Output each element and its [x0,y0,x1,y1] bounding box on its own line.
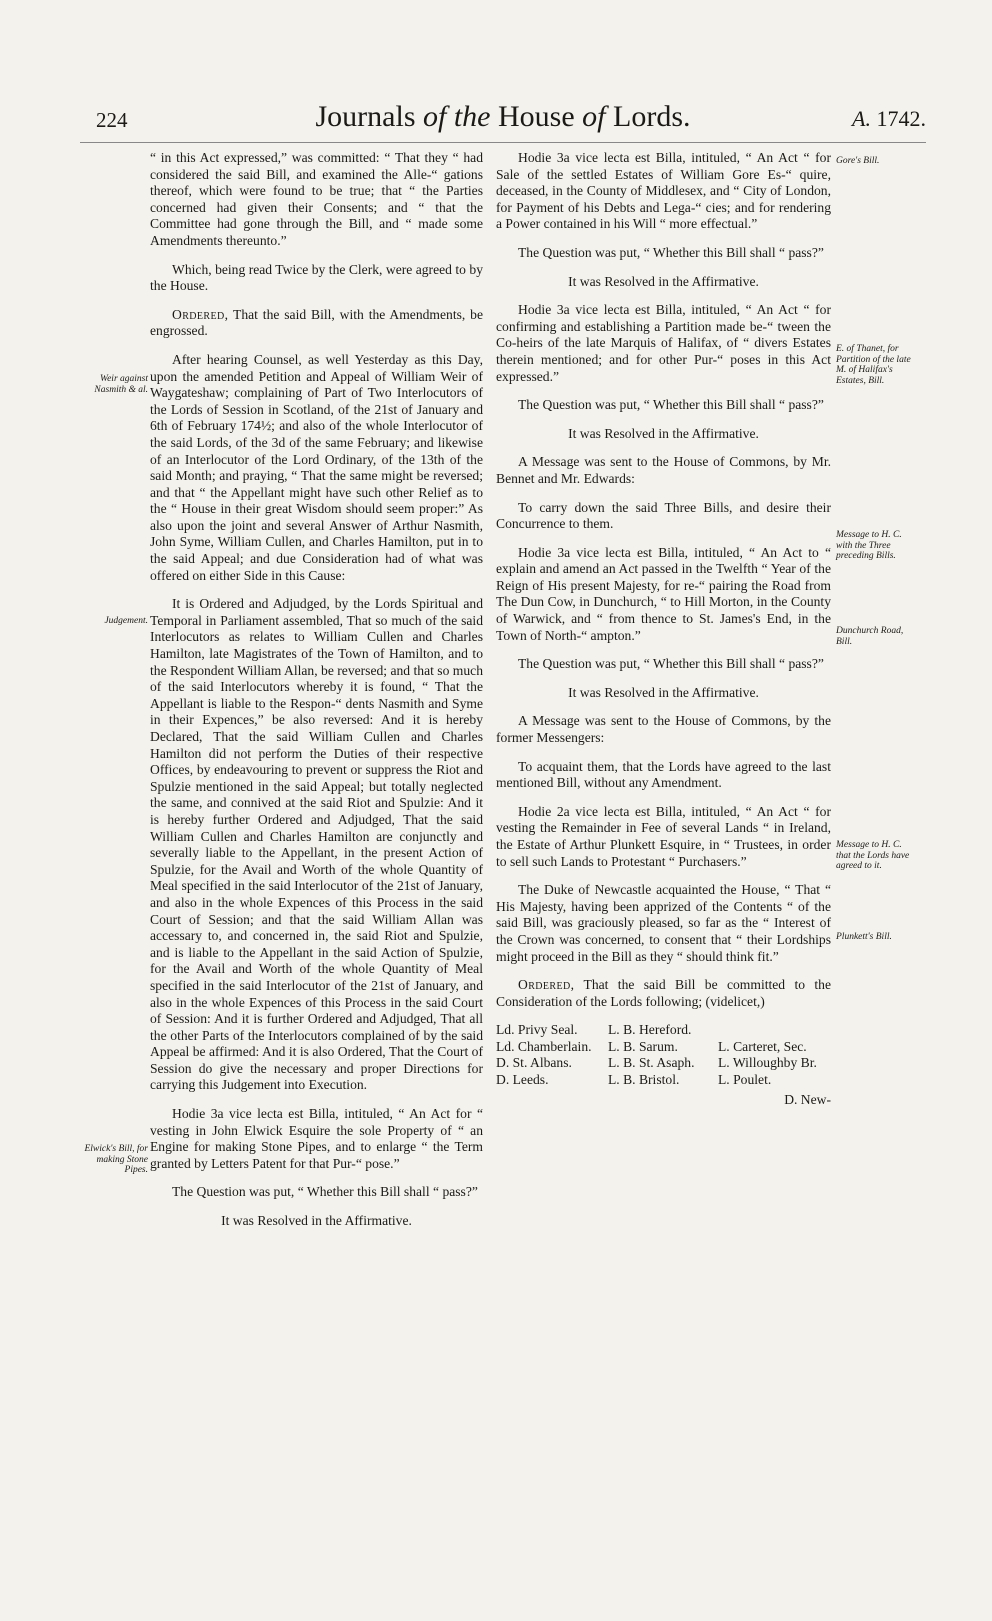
lord-entry: D. Leeds. [496,1071,549,1087]
catchword: D. New- [784,1091,831,1107]
weir-appeal-paragraph: After hearing Counsel, as well Yesterday as this Day, upon the amended Petition and Appeal of William Weir of Waygateshaw; complaining of Part of Two Interlocutors of the Lords of Session in Scotland, of the 21st of January and 6th of February 174½; and also of the whole Interlocutor of the said Lords, of the 3d of the same February; and likewise of an Interlocutor of the Lord Ordinary, of the 13th of the said Month; and praying, “ That the same might be reversed; and that “ the Appellant might have such other Relief as to the “ House in their great Wisdom should seem proper:” As also upon the joint and several Answer of Arthur Nasmith, John Syme, William Cullen, and Charles Hamilton, put in to the said Appeal; and due Consideration had of what was offered on either Side in this Cause: [150,351,483,583]
lord-entry: D. St. Albans. [496,1055,572,1071]
page-number: 224 [96,108,128,132]
lords-list [496,1022,831,1088]
lord-entry: L. B. Sarum. [608,1038,678,1054]
margin-note-message-2: Message to H. C. that the Lords have agreed to it. [836,840,910,871]
left-paragraph-3: Ordered, That the said Bill, with the Amendments, be engrossed. [150,306,483,339]
elwick-resolution: It was Resolved in the Affirmative. [221,1213,412,1229]
message-paragraph-2: A Message was sent to the House of Commons, by the former Messengers: [496,713,831,746]
lord-entry: Ld. Privy Seal. [496,1022,578,1038]
lord-entry: L. Willoughby Br. [718,1055,817,1071]
lord-entry: L. B. Hereford. [608,1022,692,1038]
gore-resolution: It was Resolved in the Affirmative. [568,273,759,289]
thanet-resolution: It was Resolved in the Affirmative. [568,425,759,441]
lord-entry: Ld. Chamberlain. [496,1038,592,1054]
margin-note-gore: Gore's Bill. [836,156,880,166]
margin-note-weir: Weir against Nasmith & al. [94,374,148,395]
plunkett-bill-paragraph: Hodie 2a vice lecta est Billa, intituled, “ An Act “ for vesting the Remainder in Fee of several Lands “ in Ireland, the Estate of Arthur Plunkett Esquire, in “ Trustees, in order to sell such Lands to Protestant “ Purchasers.” [496,803,831,869]
left-column [150,150,483,1242]
dunchurch-question: The Question was put, “ Whether this Bill shall “ pass?” [518,656,824,672]
newcastle-paragraph: The Duke of Newcastle acquainted the House, “ That “ His Majesty, having been apprized of the Contents “ of the said Bill, was graciously pleased, so far as the “ Interest of the Crown was concerned, to consent that “ their Lordships might proceed in the Bill as they “ should think fit.” [496,882,831,964]
judgement-paragraph: It is Ordered and Adjudged, by the Lords Spiritual and Temporal in Parliament assembled, That so much of the said Interlocutors as relates to William Cullen and Charles Hamilton, late Magistrates of the Town of Hamilton, and to the Respondent William Allan, be reversed; and that so much of the said Interlocutors whereby it is found, “ That the Appellant is liable to the Respon-“ dents Nasmith and Syme in their Expences,” be also reversed: And it is hereby Declared, That the said William Cullen and Charles Hamilton did not perform the Duties of their respective Offices, by endeavouring to prevent or suppress the Riot and Spulzie mentioned in the said Appeal; but totally neglected the same, and connived at the said Riot and Spulzie: And it is hereby further Ordered and Adjudged, That the said William Cullen and Charles Hamilton are conjunctly and severally liable to the Appellant, in the present Action of Spulzie, for the Avail and Worth of the whole Quantity of Meal specified in the said Interlocutor of the 21st of January, and also in the whole Expences of this Process in the said Court of Session; and that the said William Allan was accessary to, and concerned in, the said Riot and Spulzie, and is liable to the Appellant in the said Action of Spulzie, for the Avail and Worth of the whole Quantity of Meal specified in the said Interlocutor of the 21st of January, and also in the whole Expences of this Process in the said Court of Session: And it is further Ordered and Adjudged, That all the other Parts of the Interlocutors complained of by the said Appeal be affirmed: And it is also Ordered, That the Court of Session do give the necessary and proper Directions for carrying this Judgement into Execution. [150,596,483,1093]
dunchurch-bill-paragraph: Hodie 3a vice lecta est Billa, intituled, “ An Act to “ explain and amend an Act passed in the Twelfth “ Year of the Reign of His present Majesty, for re-“ pairing the Road from The Dun Cow, in Dunchurch, “ to Hill Morton, in the County of Warwick, and “ from thence to St. James's End, in the Town of North-“ ampton.” [496,544,831,643]
dunchurch-resolution: It was Resolved in the Affirmative. [568,684,759,700]
page-header [80,80,926,133]
gore-bill-paragraph: Hodie 3a vice lecta est Billa, intituled, “ An Act “ for Sale of the settled Estates of William Gore Es-“ quire, deceased, in the County of Middlesex, and “ City of London, for Payment of his Debts and Lega-“ cies; and for rendering a Power contained in his Will “ more effectual.” [496,150,831,232]
lord-entry: L. B. Bristol. [608,1071,680,1087]
margin-note-message-1: Message to H. C. with the Three preceding Bills. [836,530,902,561]
lord-entry [718,1022,828,1038]
thanet-bill-paragraph: Hodie 3a vice lecta est Billa, intituled, “ An Act “ for confirming and establishing a Partition made be-“ tween the Co-heirs of the late Marquis of Halifax, of “ divers Estates therein mentioned; and for other Pur-“ poses in this Act expressed.” [496,302,831,384]
lord-entry: L. B. St. Asaph. [608,1055,695,1071]
left-paragraph-2: Which, being read Twice by the Clerk, were agreed to by the House. [150,261,483,294]
committal-paragraph: Ordered, That the said Bill be committed to the Consideration of the Lords following; (videlicet,) [496,977,831,1009]
thanet-question: The Question was put, “ Whether this Bill shall “ pass?” [518,397,824,413]
message-instruction-1: To carry down the said Three Bills, and desire their Concurrence to them. [496,499,831,532]
margin-note-plunkett: Plunkett's Bill. [836,932,892,942]
page-title: Journals of the House of Lords. [315,100,691,133]
margin-note-elwick: Elwick's Bill, for making Stone Pipes. [84,1144,148,1175]
lord-entry: L. Carteret, Sec. [718,1038,807,1054]
elwick-bill-paragraph: Hodie 3a vice lecta est Billa, intituled, “ An Act for “ vesting in John Elwick Esquire the sole Property of “ an Engine for making Stone Pipes, and to enlarge “ the Term granted by Letters Patent for that Pur-“ pose.” [150,1106,483,1171]
lord-entry: L. Poulet. [718,1071,772,1087]
elwick-question: The Question was put, “ Whether this Bill shall “ pass?” [172,1184,478,1200]
margin-note-thanet: E. of Thanet, for Partition of the late M. of Halifax's Estates, Bill. [836,344,911,386]
page-year: A. 1742. [852,106,926,131]
right-column [496,150,831,1109]
message-instruction-2: To acquaint them, that the Lords have agreed to the last mentioned Bill, without any Amendment. [496,758,831,791]
margin-note-judgement: Judgement. [104,616,148,626]
margin-note-dunchurch: Dunchurch Road, Bill. [836,626,904,647]
header-rule [80,142,926,143]
gore-question: The Question was put, “ Whether this Bill shall “ pass?” [518,244,824,260]
message-paragraph-1: A Message was sent to the House of Commons, by Mr. Bennet and Mr. Edwards: [496,454,831,486]
left-paragraph-1: “ in this Act expressed,” was committed: “ That they “ had considered the said Bill, and examined the Alle-“ gations thereof, which were found to be true; that “ the Parties concerned had given their Consents; and “ that the Committee had gone through the Bill, and “ made some Amendments thereunto.” [150,150,483,248]
